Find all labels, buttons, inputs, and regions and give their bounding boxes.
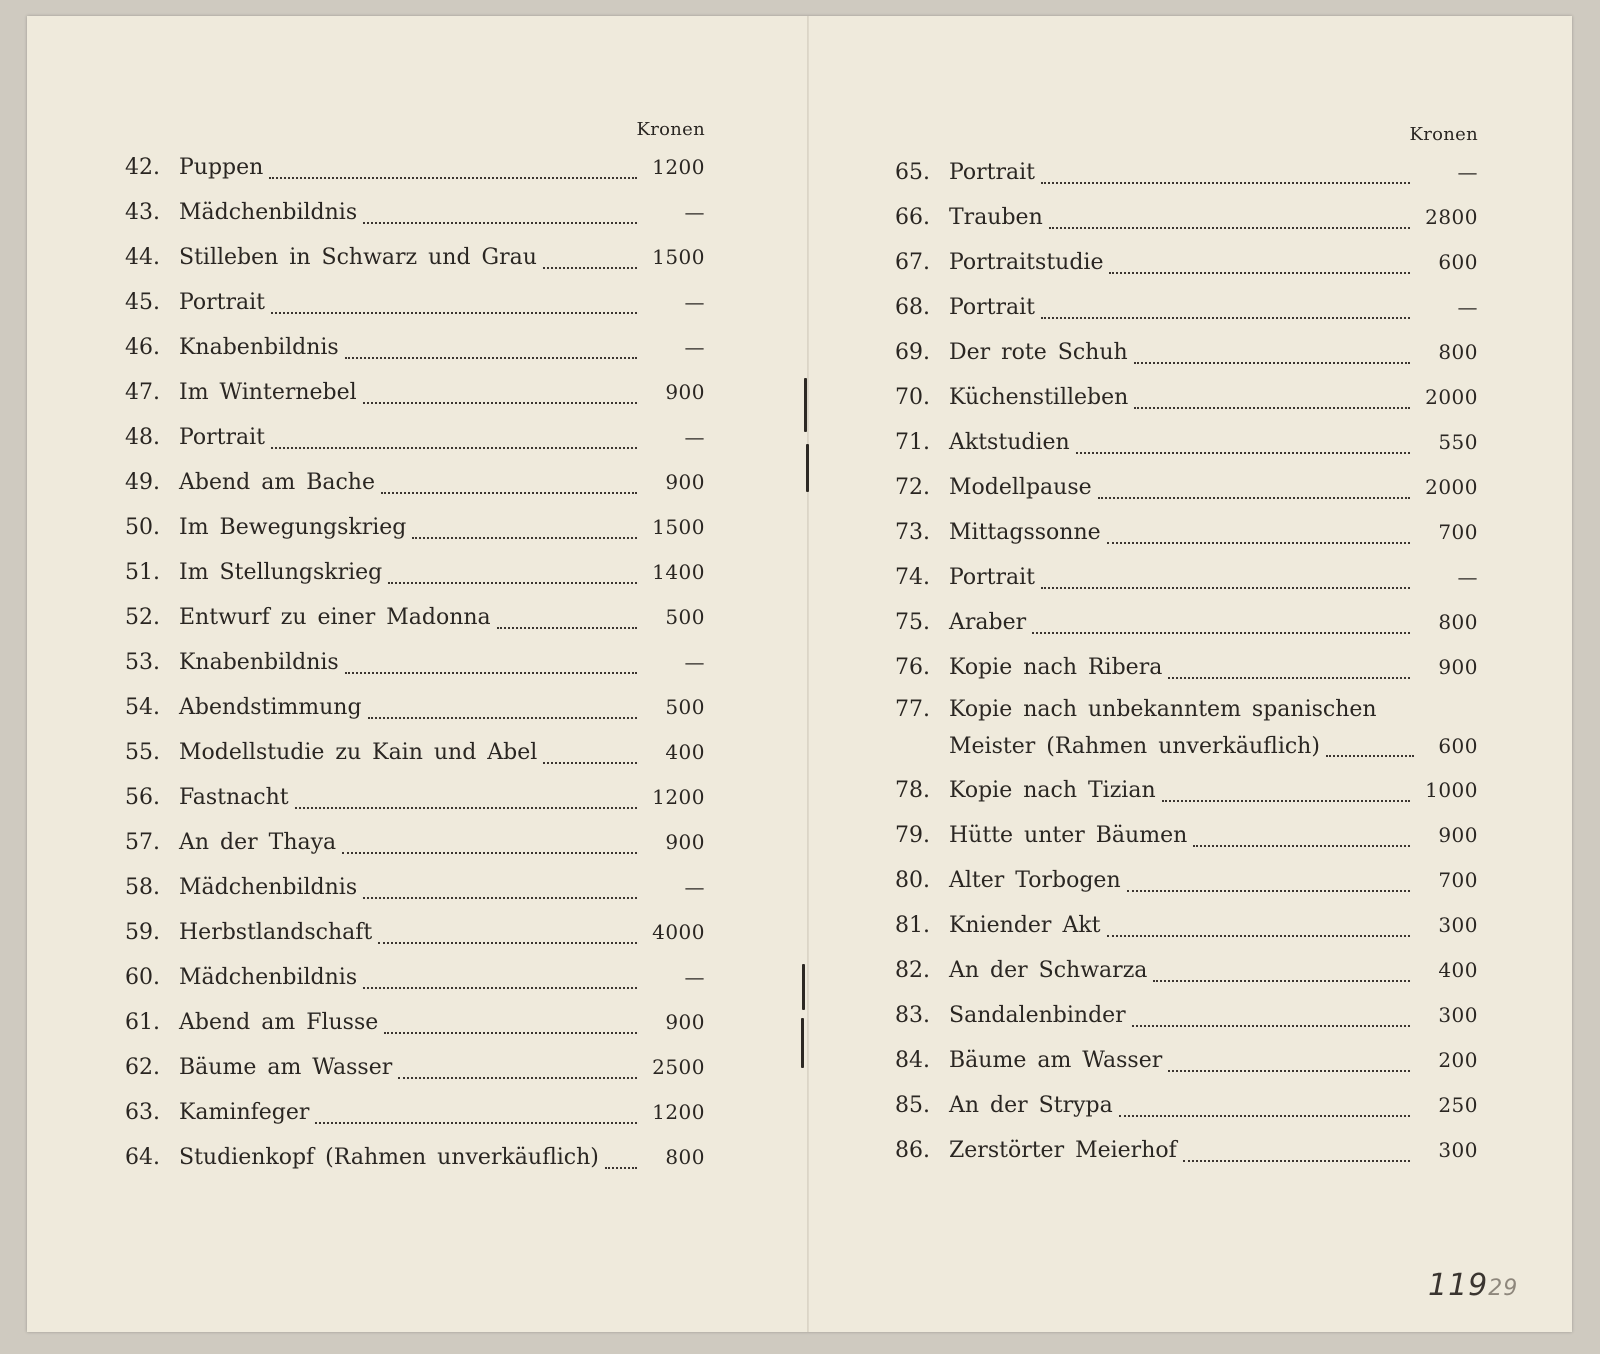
entry-price: 400 (665, 740, 705, 764)
entry-number: 47. (125, 380, 160, 405)
entry-number: 53. (125, 650, 160, 675)
dot-leader (1041, 587, 1410, 589)
entry-price: 1200 (652, 785, 705, 809)
entry-title-wrap (949, 600, 1414, 645)
entry-number: 42. (125, 155, 160, 180)
entry-price: 300 (1438, 1003, 1478, 1027)
entry-title: Im Bewegungskrieg (179, 515, 407, 540)
entry-title: Der rote Schuh (949, 340, 1128, 365)
entry-title-wrap (949, 150, 1414, 195)
entry-title-wrap (949, 510, 1414, 555)
dot-leader (1041, 182, 1410, 184)
entry-title-wrap (179, 640, 641, 685)
entry-price: — (684, 650, 705, 674)
dot-leader (1041, 317, 1410, 319)
entry-title: Kopie nach Tizian (949, 778, 1156, 803)
entry-title: Mädchenbildnis (179, 965, 358, 990)
catalog-entry (895, 240, 1478, 285)
entry-number: 60. (125, 965, 160, 990)
entry-title-wrap (179, 550, 641, 595)
dot-leader (363, 987, 637, 989)
entry-title: Aktstudien (949, 430, 1070, 455)
entry-title-wrap (949, 768, 1414, 813)
entry-price: 1200 (652, 1100, 705, 1124)
entry-title-line2-wrap (949, 726, 1414, 766)
entry-number: 86. (895, 1138, 930, 1163)
entry-number: 57. (125, 830, 160, 855)
entry-title-wrap (179, 865, 641, 910)
catalog-entry (895, 645, 1478, 690)
entry-title-wrap (949, 330, 1414, 375)
entry-number: 78. (895, 778, 930, 803)
catalog-entry (895, 330, 1478, 375)
entry-price: 700 (1438, 520, 1478, 544)
entry-price: — (684, 200, 705, 224)
entry-number: 80. (895, 868, 930, 893)
entry-title-wrap (179, 820, 641, 865)
entry-title-wrap (949, 903, 1414, 948)
entry-title-wrap (949, 1083, 1414, 1128)
entry-number: 70. (895, 385, 930, 410)
dot-leader (543, 762, 637, 764)
catalog-entry (125, 820, 705, 865)
entry-title-wrap (949, 465, 1414, 510)
entry-price: 1200 (652, 155, 705, 179)
dot-leader (412, 537, 637, 539)
entry-number: 73. (895, 520, 930, 545)
entry-number: 43. (125, 200, 160, 225)
catalog-entry (895, 858, 1478, 903)
entry-price: — (684, 425, 705, 449)
dot-leader (271, 312, 637, 314)
entry-price: 900 (665, 1010, 705, 1034)
dot-leader (378, 942, 637, 944)
entry-price: 1500 (652, 515, 705, 539)
entry-title: Alter Torbogen (949, 868, 1121, 893)
entry-title-wrap (179, 415, 641, 460)
catalog-entry (125, 595, 705, 640)
entry-title-wrap (949, 1038, 1414, 1083)
dot-leader (1076, 452, 1410, 454)
entry-price: 800 (1438, 610, 1478, 634)
entry-number: 74. (895, 565, 930, 590)
handwritten-inventory-number (1428, 1268, 1518, 1303)
catalog-entry (125, 865, 705, 910)
entry-title: Hütte unter Bäumen (949, 823, 1188, 848)
right-page (895, 120, 1478, 1173)
catalog-entry (895, 1128, 1478, 1173)
entry-price: 2000 (1425, 475, 1478, 499)
catalog-entry (895, 948, 1478, 993)
entry-price: 400 (1438, 958, 1478, 982)
entry-title: Portraitstudie (949, 250, 1104, 275)
dot-leader (1193, 845, 1410, 847)
entry-title: An der Strypa (949, 1093, 1113, 1118)
entry-price: 2000 (1425, 385, 1478, 409)
catalog-entry (125, 1045, 705, 1090)
catalog-entry (125, 280, 705, 325)
entry-title: Studienkopf (Rahmen unverkäuflich) (179, 1145, 599, 1170)
entry-title-wrap (179, 955, 641, 1000)
catalog-entry (125, 505, 705, 550)
entry-number: 68. (895, 295, 930, 320)
entry-title: Portrait (949, 295, 1036, 320)
entry-title-wrap (179, 325, 641, 370)
catalog-entry (125, 730, 705, 775)
dot-leader (342, 852, 637, 854)
entry-title: Modellpause (949, 475, 1092, 500)
catalog-entry (895, 285, 1478, 330)
entry-price: 2500 (652, 1055, 705, 1079)
entry-title: Abend am Bache (179, 470, 375, 495)
entry-number: 84. (895, 1048, 930, 1073)
dot-leader (1326, 755, 1414, 757)
entry-number: 59. (125, 920, 160, 945)
entry-price: 800 (1438, 340, 1478, 364)
entry-title: Modellstudie zu Kain und Abel (179, 740, 538, 765)
catalog-entry (895, 150, 1478, 195)
entry-price: 900 (665, 380, 705, 404)
entry-title: Stilleben in Schwarz und Grau (179, 245, 537, 270)
dot-leader (1162, 800, 1410, 802)
entry-title-wrap (949, 948, 1414, 993)
entry-title-wrap (179, 730, 641, 775)
left-page-header: Kronen (636, 119, 705, 140)
entry-number: 58. (125, 875, 160, 900)
dot-leader (1107, 935, 1410, 937)
entry-number: 64. (125, 1145, 160, 1170)
entry-title-wrap (179, 280, 641, 325)
catalog-entry (895, 690, 1478, 768)
entry-title: Portrait (949, 160, 1036, 185)
entry-title: Kniender Akt (949, 913, 1101, 938)
staple-top-2 (806, 444, 809, 492)
dot-leader (1127, 890, 1410, 892)
inventory-number: 119 (1428, 1268, 1489, 1303)
entry-title: Kaminfeger (179, 1100, 310, 1125)
entry-title: Im Winternebel (179, 380, 357, 405)
catalog-entry (125, 775, 705, 820)
dot-leader (345, 672, 637, 674)
dot-leader (363, 897, 637, 899)
entry-number: 52. (125, 605, 160, 630)
entry-price: 1400 (652, 560, 705, 584)
dot-leader (271, 447, 637, 449)
entry-price: 500 (665, 695, 705, 719)
entry-title-wrap (179, 505, 641, 550)
entry-number: 83. (895, 1003, 930, 1028)
entry-title: Abendstimmung (179, 695, 362, 720)
catalog-entry (125, 460, 705, 505)
entry-price: 900 (1438, 655, 1478, 679)
entry-title-wrap (179, 685, 641, 730)
catalog-entry (125, 370, 705, 415)
catalog-entry (125, 325, 705, 370)
dot-leader (398, 1077, 637, 1079)
entry-price: 600 (1438, 734, 1478, 758)
entry-price: — (1457, 565, 1478, 589)
dot-leader (363, 222, 637, 224)
entry-price: 200 (1438, 1048, 1478, 1072)
catalog-entry (895, 813, 1478, 858)
entry-price: 1500 (652, 245, 705, 269)
dot-leader (1183, 1160, 1410, 1162)
dot-leader (1134, 362, 1410, 364)
dot-leader (605, 1167, 637, 1169)
entry-price: 550 (1438, 430, 1478, 454)
entry-title-wrap (949, 1128, 1414, 1173)
entry-price: — (684, 335, 705, 359)
entry-price: 900 (1438, 823, 1478, 847)
entry-title-wrap (179, 910, 641, 955)
entry-title-wrap (179, 595, 641, 640)
catalog-entry (125, 235, 705, 280)
right-page-header: Kronen (1409, 124, 1478, 145)
catalog-entry (895, 993, 1478, 1038)
entry-number: 56. (125, 785, 160, 810)
entry-title-wrap (179, 775, 641, 820)
entry-number: 85. (895, 1093, 930, 1118)
catalog-entry (125, 955, 705, 1000)
entry-title: Portrait (179, 290, 266, 315)
entry-number: 54. (125, 695, 160, 720)
entry-title: Herbstlandschaft (179, 920, 373, 945)
entry-title: Im Stellungskrieg (179, 560, 383, 585)
entry-price: 300 (1438, 913, 1478, 937)
entry-price: — (1457, 295, 1478, 319)
left-page (125, 115, 705, 1180)
catalog-entry (125, 640, 705, 685)
dot-leader (1153, 980, 1410, 982)
entry-title-wrap (179, 1045, 641, 1090)
dot-leader (1132, 1025, 1410, 1027)
dot-leader (388, 582, 637, 584)
dot-leader (543, 267, 637, 269)
catalog-entry (125, 415, 705, 460)
catalog-entry (895, 1038, 1478, 1083)
dot-leader (363, 402, 637, 404)
entry-title-wrap (949, 195, 1414, 240)
entry-title-wrap (949, 858, 1414, 903)
dot-leader (1032, 632, 1410, 634)
dot-leader (1134, 407, 1410, 409)
entry-title: Entwurf zu einer Madonna (179, 605, 491, 630)
entry-title: An der Thaya (179, 830, 337, 855)
entry-title-wrap (949, 420, 1414, 465)
entry-title-continued: Meister (Rahmen unverkäuflich) (949, 733, 1320, 759)
dot-leader (497, 627, 637, 629)
catalog-entry (895, 768, 1478, 813)
staple-bottom-2 (801, 1018, 804, 1068)
entry-number: 46. (125, 335, 160, 360)
dot-leader (1049, 227, 1410, 229)
entry-title: Knabenbildnis (179, 335, 339, 360)
dot-leader (315, 1122, 637, 1124)
left-entry-list (125, 145, 705, 1180)
entry-title: Kopie nach unbekanntem spanischen (949, 697, 1377, 722)
entry-number: 81. (895, 913, 930, 938)
entry-price: 600 (1438, 250, 1478, 274)
catalog-entry (125, 1090, 705, 1135)
entry-number: 67. (895, 250, 930, 275)
entry-title: Araber (949, 610, 1027, 635)
entry-price: — (684, 875, 705, 899)
entry-number: 69. (895, 340, 930, 365)
entry-number: 66. (895, 205, 930, 230)
entry-price: 500 (665, 605, 705, 629)
staple-top-1 (804, 378, 807, 432)
entry-title: Trauben (949, 205, 1043, 230)
entry-number: 79. (895, 823, 930, 848)
entry-price: — (684, 965, 705, 989)
dot-leader (269, 177, 637, 179)
entry-title: Portrait (179, 425, 266, 450)
catalog-entry (125, 1135, 705, 1180)
entry-title: Abend am Flusse (179, 1010, 379, 1035)
entry-title-wrap (179, 1000, 641, 1045)
entry-title: Puppen (179, 155, 264, 180)
catalog-entry (125, 145, 705, 190)
catalog-entry (895, 465, 1478, 510)
entry-title: Kopie nach Ribera (949, 655, 1163, 680)
dot-leader (1168, 1070, 1410, 1072)
catalog-entry (895, 510, 1478, 555)
entry-number: 48. (125, 425, 160, 450)
catalog-entry (895, 195, 1478, 240)
entry-price: 250 (1438, 1093, 1478, 1117)
entry-price: 800 (665, 1145, 705, 1169)
catalog-entry (895, 375, 1478, 420)
entry-title: An der Schwarza (949, 958, 1148, 983)
entry-title-wrap (949, 813, 1414, 858)
entry-title-wrap (179, 235, 641, 280)
inventory-number-faint: 29 (1488, 1276, 1519, 1301)
center-fold (807, 16, 809, 1332)
entry-title: Fastnacht (179, 785, 289, 810)
entry-number: 82. (895, 958, 930, 983)
dot-leader (1107, 542, 1410, 544)
catalog-entry (125, 910, 705, 955)
entry-price: — (1457, 160, 1478, 184)
entry-title: Portrait (949, 565, 1036, 590)
entry-number: 45. (125, 290, 160, 315)
entry-title-wrap (949, 645, 1414, 690)
catalog-entry (125, 1000, 705, 1045)
catalog-entry (895, 903, 1478, 948)
entry-title: Zerstörter Meierhof (949, 1138, 1177, 1163)
dot-leader (345, 357, 637, 359)
entry-number: 51. (125, 560, 160, 585)
entry-title: Sandalenbinder (949, 1003, 1126, 1028)
catalog-entry (895, 555, 1478, 600)
entry-number: 49. (125, 470, 160, 495)
entry-title: Knabenbildnis (179, 650, 339, 675)
catalog-entry (125, 550, 705, 595)
catalog-entry (895, 420, 1478, 465)
entry-title-wrap (179, 1090, 641, 1135)
dot-leader (368, 717, 637, 719)
entry-number: 72. (895, 475, 930, 500)
entry-title-wrap (949, 375, 1414, 420)
entry-price: 4000 (652, 920, 705, 944)
entry-price: 1000 (1425, 778, 1478, 802)
entry-title-wrap (179, 145, 641, 190)
entry-number: 62. (125, 1055, 160, 1080)
entry-title: Küchenstilleben (949, 385, 1129, 410)
dot-leader (384, 1032, 637, 1034)
entry-title: Bäume am Wasser (179, 1055, 393, 1080)
entry-number: 44. (125, 245, 160, 270)
catalog-entry (895, 1083, 1478, 1128)
staple-bottom-1 (802, 964, 805, 1010)
entry-title-wrap (179, 1135, 641, 1180)
entry-title-wrap (179, 460, 641, 505)
entry-number: 77. (895, 697, 930, 722)
catalog-entry (895, 600, 1478, 645)
dot-leader (1168, 677, 1410, 679)
entry-price: 900 (665, 830, 705, 854)
entry-price: 700 (1438, 868, 1478, 892)
entry-price: 900 (665, 470, 705, 494)
dot-leader (295, 807, 637, 809)
entry-price: 2800 (1425, 205, 1478, 229)
entry-number: 71. (895, 430, 930, 455)
entry-number: 61. (125, 1010, 160, 1035)
entry-number: 50. (125, 515, 160, 540)
entry-price: — (684, 290, 705, 314)
entry-title-wrap (949, 555, 1414, 600)
dot-leader (1109, 272, 1410, 274)
entry-title-wrap (179, 190, 641, 235)
entry-price: 300 (1438, 1138, 1478, 1162)
entry-title-wrap (179, 370, 641, 415)
entry-title-wrap (949, 240, 1414, 285)
catalog-entry (125, 190, 705, 235)
entry-number: 55. (125, 740, 160, 765)
entry-title: Mittagssonne (949, 520, 1101, 545)
entry-number: 63. (125, 1100, 160, 1125)
entry-title-wrap (949, 993, 1414, 1038)
entry-title: Bäume am Wasser (949, 1048, 1163, 1073)
dot-leader (1098, 497, 1410, 499)
entry-title-wrap (949, 285, 1414, 330)
dot-leader (1119, 1115, 1410, 1117)
entry-number: 65. (895, 160, 930, 185)
right-entry-list (895, 150, 1478, 1173)
entry-title: Mädchenbildnis (179, 875, 358, 900)
entry-number: 76. (895, 655, 930, 680)
catalog-entry (125, 685, 705, 730)
entry-number: 75. (895, 610, 930, 635)
entry-title: Mädchenbildnis (179, 200, 358, 225)
dot-leader (381, 492, 637, 494)
